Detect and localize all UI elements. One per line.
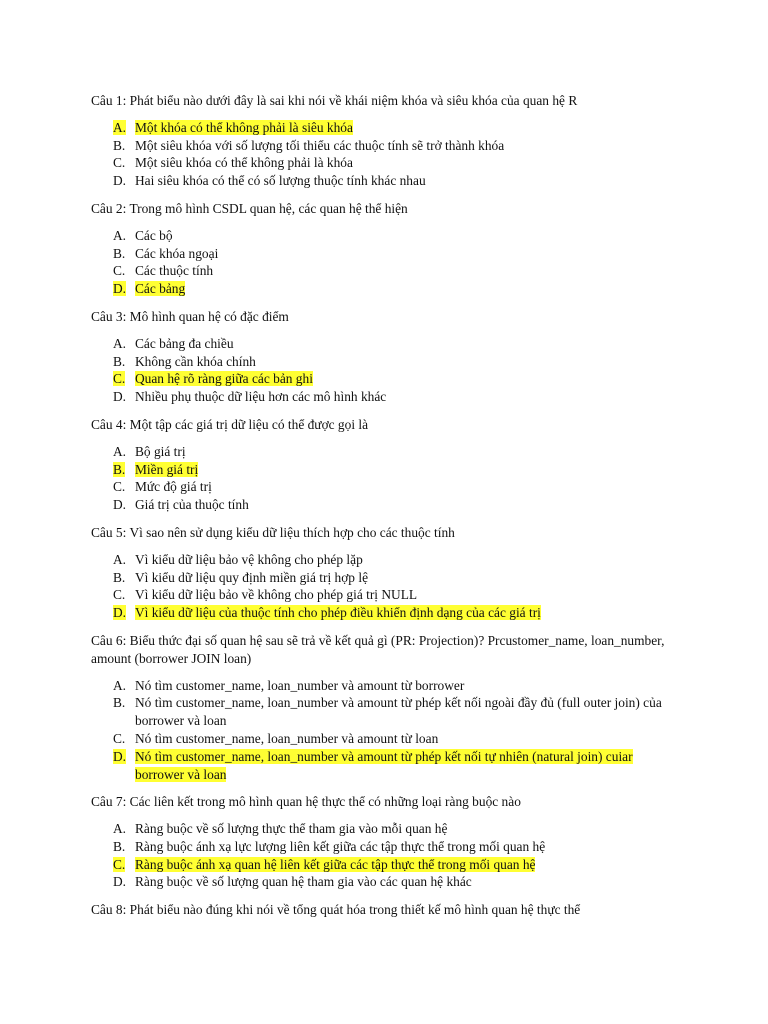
option-text-content: Không cần khóa chính: [135, 353, 256, 369]
answer-options: [91, 119, 671, 190]
option-text: [135, 478, 671, 496]
answer-options: [91, 677, 671, 784]
option-letter-text: D.: [113, 497, 127, 513]
option-text: [135, 245, 671, 263]
option-letter: [113, 820, 135, 838]
option-letter: [113, 370, 135, 388]
option-text: [135, 838, 671, 856]
option-letter: [113, 694, 135, 712]
option-letter-text: C.: [113, 371, 126, 387]
question-text: Câu 5: Vì sao nên sử dụng kiểu dữ liệu thích hợp cho các thuộc tính: [91, 524, 455, 540]
option-letter: [113, 119, 135, 137]
option-text: [135, 262, 671, 280]
option-letter: [113, 677, 135, 695]
option-text-content: Vì kiểu dữ liệu quy định miền giá trị hợp lệ: [135, 569, 369, 585]
option-letter-text: C.: [113, 263, 126, 279]
option-letter-text: A.: [113, 227, 127, 243]
answer-option: [91, 873, 671, 891]
option-letter: [113, 478, 135, 496]
option-text-content: Nó tìm customer_name, loan_number và amount từ phép kết nối ngoài đầy đủ (full outer join) của borrower và loan: [135, 695, 662, 729]
quiz-document: [91, 92, 671, 929]
answer-option: [91, 227, 671, 245]
option-letter-text: D.: [113, 748, 127, 764]
option-text: [135, 677, 671, 695]
option-letter-text: C.: [113, 155, 126, 171]
option-text-content: Vì kiểu dữ liệu bảo vệ không cho phép lặp: [135, 551, 363, 567]
option-text-content: Nhiều phụ thuộc dữ liệu hơn các mô hình khác: [135, 389, 387, 405]
question-block-5: [91, 524, 671, 622]
option-text: [135, 370, 671, 388]
answer-option: [91, 586, 671, 604]
option-text: [135, 820, 671, 838]
answer-options: [91, 820, 671, 891]
option-letter: [113, 838, 135, 856]
option-letter-text: D.: [113, 173, 127, 189]
option-letter-text: C.: [113, 479, 126, 495]
option-text-content: Các thuộc tính: [135, 263, 214, 279]
option-letter-text: B.: [113, 245, 126, 261]
question-text: Câu 6: Biểu thức đại số quan hệ sau sẽ trả về kết quả gì (PR: Projection)? Prcustomer_name, loan_number, amount (borrower JOIN loan): [91, 632, 665, 666]
option-letter-text: A.: [113, 119, 127, 135]
question-block-2: [91, 200, 671, 298]
option-text-content: Một siêu khóa có thể không phải là khóa: [135, 155, 353, 171]
answer-option: [91, 496, 671, 514]
option-text-content: Mức độ giá trị: [135, 479, 212, 495]
option-text-content: Một khóa có thể không phải là siêu khóa: [135, 119, 353, 135]
option-letter: [113, 748, 135, 766]
answer-option: [91, 388, 671, 406]
question-text: Câu 2: Trong mô hình CSDL quan hệ, các quan hệ thể hiện: [91, 200, 408, 216]
option-text: [135, 586, 671, 604]
option-text: [135, 280, 671, 298]
option-letter-text: B.: [113, 137, 126, 153]
option-text: [135, 388, 671, 406]
answer-option: [91, 694, 671, 730]
option-text-content: Hai siêu khóa có thể có số lượng thuộc tính khác nhau: [135, 173, 426, 189]
option-letter: [113, 873, 135, 891]
option-letter: [113, 137, 135, 155]
option-letter: [113, 245, 135, 263]
option-letter: [113, 280, 135, 298]
answer-option: [91, 820, 671, 838]
option-text: [135, 730, 671, 748]
answer-option-highlighted: [91, 604, 671, 622]
option-text: [135, 335, 671, 353]
answer-option-highlighted: [91, 748, 671, 784]
option-text: [135, 551, 671, 569]
option-letter-text: D.: [113, 605, 127, 621]
answer-option-highlighted: [91, 280, 671, 298]
option-text: [135, 569, 671, 587]
question-text: Câu 8: Phát biểu nào đúng khi nói về tổng quát hóa trong thiết kế mô hình quan hệ thực thể: [91, 902, 581, 918]
option-text-content: Ràng buộc về số lượng quan hệ tham gia vào các quan hệ khác: [135, 874, 472, 890]
option-text: [135, 172, 671, 190]
question-block-1: [91, 92, 671, 190]
answer-option: [91, 443, 671, 461]
option-letter-text: A.: [113, 551, 127, 567]
option-letter: [113, 586, 135, 604]
option-letter: [113, 730, 135, 748]
option-letter: [113, 353, 135, 371]
option-letter: [113, 551, 135, 569]
option-letter: [113, 856, 135, 874]
question-block-4: [91, 416, 671, 514]
option-text-content: Các bảng: [135, 281, 186, 297]
option-letter-text: A.: [113, 821, 127, 837]
question-text: Câu 7: Các liên kết trong mô hình quan hệ thực thể có những loại ràng buộc nào: [91, 794, 521, 810]
option-letter-text: B.: [113, 695, 126, 711]
answer-options: [91, 227, 671, 298]
option-text-content: Ràng buộc ánh xạ quan hệ liên kết giữa các tập thực thể trong mối quan hệ: [135, 856, 536, 872]
option-text-content: Vì kiểu dữ liệu của thuộc tính cho phép điều khiển định dạng của các giá trị: [135, 605, 541, 621]
option-letter: [113, 227, 135, 245]
option-letter: [113, 496, 135, 514]
option-letter: [113, 335, 135, 353]
option-letter: [113, 443, 135, 461]
answer-option: [91, 353, 671, 371]
question-text: Câu 1: Phát biểu nào dưới đây là sai khi nói về khái niệm khóa và siêu khóa của quan hệ R: [91, 93, 578, 108]
option-text-content: Miền giá trị: [135, 461, 199, 477]
option-text-content: Nó tìm customer_name, loan_number và amount từ phép kết nối tự nhiên (natural join) cuiar borrower và loan: [135, 748, 633, 782]
option-text: [135, 154, 671, 172]
option-text-content: Quan hệ rõ ràng giữa các bản ghi: [135, 371, 313, 387]
answer-option: [91, 478, 671, 496]
option-text-content: Nó tìm customer_name, loan_number và amount từ loan: [135, 730, 439, 746]
option-letter-text: C.: [113, 587, 126, 603]
option-text: [135, 748, 671, 784]
option-text-content: Ràng buộc ánh xạ lực lượng liên kết giữa các tập thực thể trong mối quan hệ: [135, 838, 546, 854]
option-text: [135, 496, 671, 514]
option-text-content: Vì kiểu dữ liệu bảo về không cho phép giá trị NULL: [135, 587, 418, 603]
option-text-content: Một siêu khóa với số lượng tối thiểu các thuộc tính sẽ trở thành khóa: [135, 137, 505, 153]
answer-option-highlighted: [91, 119, 671, 137]
option-text: [135, 461, 671, 479]
option-text: [135, 119, 671, 137]
option-letter: [113, 154, 135, 172]
answer-option-highlighted: [91, 856, 671, 874]
answer-option: [91, 245, 671, 263]
option-letter-text: C.: [113, 730, 126, 746]
option-letter-text: C.: [113, 856, 126, 872]
option-letter-text: B.: [113, 461, 126, 477]
option-text: [135, 604, 671, 622]
option-letter-text: B.: [113, 569, 126, 585]
option-text: [135, 353, 671, 371]
option-letter: [113, 388, 135, 406]
answer-options: [91, 551, 671, 622]
answer-option-highlighted: [91, 461, 671, 479]
question-block-7: [91, 793, 671, 891]
option-letter: [113, 461, 135, 479]
option-text-content: Bộ giá trị: [135, 443, 186, 459]
option-text-content: Các khóa ngoại: [135, 245, 219, 261]
option-letter-text: A.: [113, 677, 127, 693]
option-letter: [113, 569, 135, 587]
answer-option: [91, 262, 671, 280]
option-text-content: Ràng buộc về số lượng thực thể tham gia vào mỗi quan hệ: [135, 821, 448, 837]
answer-options: [91, 335, 671, 406]
answer-option: [91, 137, 671, 155]
option-text-content: Nó tìm customer_name, loan_number và amount từ borrower: [135, 677, 465, 693]
answer-option: [91, 172, 671, 190]
option-letter-text: D.: [113, 389, 127, 405]
option-text: [135, 137, 671, 155]
question-text: Câu 4: Một tập các giá trị dữ liệu có thể được gọi là: [91, 416, 369, 432]
option-text-content: Các bộ: [135, 227, 173, 243]
question-block-3: [91, 308, 671, 406]
answer-option: [91, 730, 671, 748]
answer-option: [91, 551, 671, 569]
answer-option: [91, 838, 671, 856]
question-block-8: [91, 901, 671, 919]
option-letter: [113, 604, 135, 622]
answer-options: [91, 443, 671, 514]
option-letter-text: A.: [113, 335, 127, 351]
question-text: Câu 3: Mô hình quan hệ có đặc điểm: [91, 308, 289, 324]
option-text: [135, 443, 671, 461]
option-letter-text: B.: [113, 838, 126, 854]
option-letter: [113, 262, 135, 280]
option-text: [135, 856, 671, 874]
option-letter-text: D.: [113, 874, 127, 890]
option-letter: [113, 172, 135, 190]
answer-option: [91, 154, 671, 172]
answer-option: [91, 677, 671, 695]
question-block-6: [91, 632, 671, 783]
option-letter-text: B.: [113, 353, 126, 369]
answer-option-highlighted: [91, 370, 671, 388]
answer-option: [91, 569, 671, 587]
option-text: [135, 873, 671, 891]
option-text-content: Giá trị của thuộc tính: [135, 497, 249, 513]
answer-option: [91, 335, 671, 353]
option-letter-text: A.: [113, 443, 127, 459]
option-text-content: Các bảng đa chiều: [135, 335, 234, 351]
option-text: [135, 227, 671, 245]
option-text: [135, 694, 671, 730]
option-letter-text: D.: [113, 281, 127, 297]
